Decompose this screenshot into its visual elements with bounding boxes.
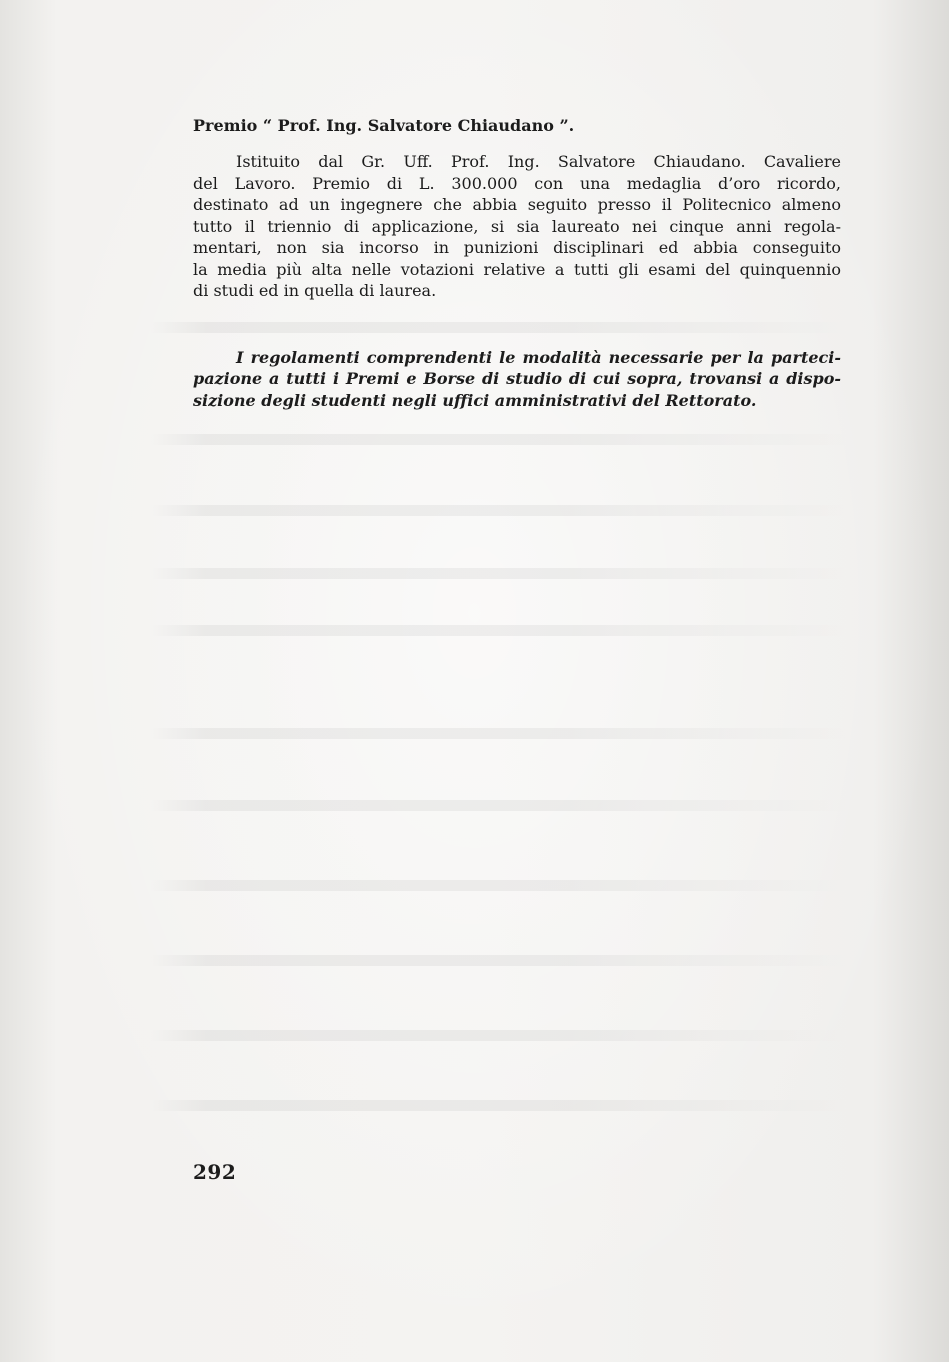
page-number: 292: [193, 1160, 237, 1184]
show-through: [150, 434, 850, 445]
show-through: [150, 955, 850, 966]
regulations-note: [193, 347, 841, 412]
show-through: [150, 800, 850, 811]
show-through: [150, 505, 850, 516]
text-line: la media più alta nelle votazioni relative a tutti gli esami del quinquennio: [193, 259, 841, 279]
show-through: [150, 728, 850, 739]
prize-description: [193, 151, 841, 302]
note-line: I regolamenti comprendenti le modalità necessarie per la parteci-: [236, 347, 841, 367]
note-line: pazione a tutti i Premi e Borse di studio di cui sopra, trovansi a dispo-: [193, 369, 841, 388]
show-through: [150, 568, 850, 579]
text-line: tutto il triennio di applicazione, si sia laureato nei cinque anni regola-: [193, 216, 841, 236]
text-line: Istituito dal Gr. Uff. Prof. Ing. Salvatore Chiaudano. Cavaliere: [236, 152, 841, 171]
text-line: mentari, non sia incorso in punizioni disciplinari ed abbia conseguito: [193, 238, 841, 257]
show-through: [150, 625, 850, 636]
text-block: [193, 116, 841, 411]
note-line: sizione degli studenti negli uffici amministrativi del Rettorato.: [193, 390, 757, 410]
text-line: del Lavoro. Premio di L. 300.000 con una medaglia d’oro ricordo,: [193, 173, 841, 193]
show-through: [150, 1030, 850, 1041]
show-through: [150, 880, 850, 891]
text-line: di studi ed in quella di laurea.: [193, 281, 437, 300]
show-through: [150, 1100, 850, 1111]
prize-heading: Premio “ Prof. Ing. Salvatore Chiaudano ”.: [193, 116, 575, 135]
text-line: destinato ad un ingegnere che abbia seguito presso il Politecnico almeno: [193, 195, 841, 214]
